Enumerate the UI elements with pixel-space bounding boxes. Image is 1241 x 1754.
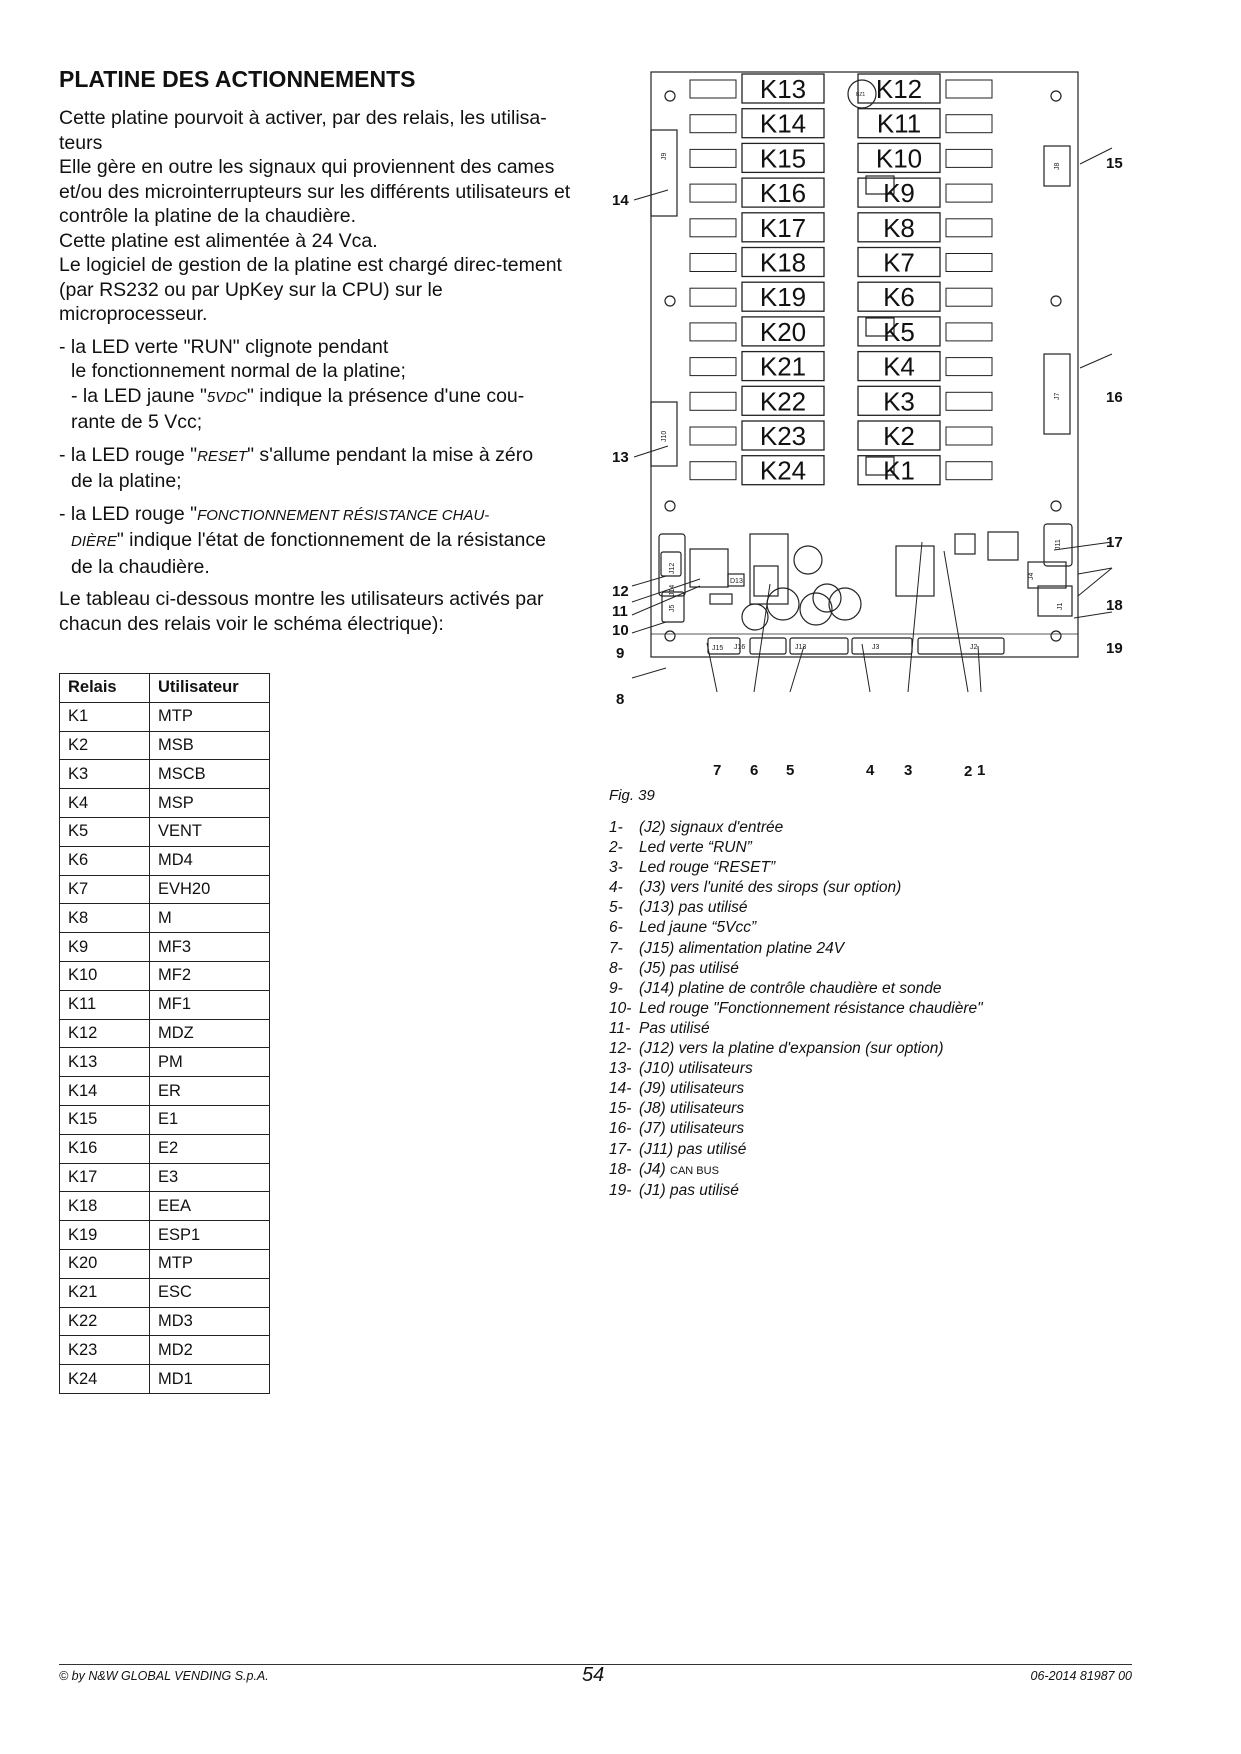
callout-14: 14 (612, 192, 629, 209)
relay-cell: K5 (60, 817, 150, 846)
component-label: BZ1 (856, 92, 866, 98)
table-row (60, 961, 270, 990)
relay-component (690, 80, 736, 98)
legend-text: Led jaune “5Vcc” (639, 919, 757, 937)
legend-item (609, 878, 983, 898)
user-cell: E2 (150, 1134, 270, 1163)
legend-text: (J4) (639, 1160, 666, 1178)
legend-text: (J1) pas utilisé (639, 1181, 739, 1199)
relay-component (690, 184, 736, 202)
callout-15: 15 (1106, 155, 1123, 172)
bullet-boiler-led: - la LED rouge "FONCTIONNEMENT RÉSISTANCE CHAU- (59, 502, 490, 525)
user-cell: MTP (150, 1249, 270, 1278)
relay-label: K14 (759, 108, 807, 139)
callout-2: 2 (964, 763, 973, 780)
legend-number: 17- (609, 1140, 632, 1158)
legend-text: (J12) vers la platine d'expansion (sur option) (639, 1040, 944, 1058)
table-row (60, 1249, 270, 1278)
connector-label: J5 (669, 604, 676, 612)
callout-6: 6 (750, 762, 759, 779)
table-row (60, 1134, 270, 1163)
relay-label: K22 (759, 386, 807, 417)
page-number: 54 (582, 1664, 605, 1686)
legend-text: (J13) pas utilisé (639, 899, 748, 917)
user-cell: VENT (150, 817, 270, 846)
board-diagram (600, 64, 1123, 780)
relay-component (690, 288, 736, 306)
table-row (60, 846, 270, 875)
legend-item (609, 1181, 983, 1201)
user-cell: M (150, 904, 270, 933)
legend-text: (J3) vers l'unité des sirops (sur option) (639, 879, 902, 897)
callout-10: 10 (612, 622, 629, 639)
legend-number: 19- (609, 1181, 632, 1199)
legend-text: (J14) platine de contrôle chaudière et sonde (639, 979, 942, 997)
component-label: D13 (730, 578, 743, 585)
connector-label: J13 (795, 644, 807, 651)
legend-item (609, 1099, 983, 1119)
legend-number: 9- (609, 979, 623, 997)
connector-label: J10 (661, 430, 668, 442)
page-title: PLATINE DES ACTIONNEMENTS (59, 66, 416, 92)
table-row (60, 1192, 270, 1221)
connector-label: J4 (1028, 572, 1035, 580)
table-row (60, 760, 270, 789)
figure-caption: Fig. 39 (609, 787, 655, 804)
callout-7: 7 (713, 762, 722, 779)
table-row (60, 1365, 270, 1394)
relay-component (946, 254, 992, 272)
callout-1: 1 (977, 762, 986, 779)
user-cell: MD4 (150, 846, 270, 875)
relay-label: K4 (883, 351, 915, 382)
relay-component (946, 462, 992, 480)
connector-label: J7 (1054, 392, 1061, 400)
relay-cell: K7 (60, 875, 150, 904)
relay-label: K3 (883, 386, 915, 417)
legend-number: 1- (609, 819, 623, 836)
connector-label: J16 (734, 644, 746, 651)
legend-number: 16- (609, 1120, 632, 1138)
user-cell: E3 (150, 1163, 270, 1192)
relay-cell: K1 (60, 702, 150, 731)
legend-item (609, 979, 983, 999)
relay-label: K18 (759, 247, 807, 278)
table-row (60, 1105, 270, 1134)
callout-4: 4 (866, 762, 875, 779)
relay-label: K2 (883, 421, 915, 451)
connector-label: J12 (669, 562, 676, 574)
user-cell: MF1 (150, 990, 270, 1019)
body-text (59, 106, 579, 636)
relay-label: K10 (875, 143, 923, 174)
table-header-row (60, 674, 270, 703)
relay-component (946, 427, 992, 445)
user-cell: PM (150, 1048, 270, 1077)
user-cell: ESP1 (150, 1221, 270, 1250)
relay-label: K19 (759, 282, 807, 313)
connector-label: J1 (1057, 602, 1064, 610)
relay-table (59, 673, 270, 1394)
relay-label: K5 (883, 316, 915, 347)
relay-cell: K12 (60, 1019, 150, 1048)
relay-cell: K18 (60, 1192, 150, 1221)
legend-text: (J15) alimentation platine 24V (639, 939, 845, 957)
legend-item (609, 999, 983, 1019)
relay-cell: K24 (60, 1365, 150, 1394)
legend-item (609, 1019, 983, 1039)
user-cell: MSP (150, 789, 270, 818)
relay-label: K21 (759, 351, 807, 382)
relay-label: K17 (759, 212, 807, 243)
relay-cell: K19 (60, 1221, 150, 1250)
relay-label: K7 (883, 247, 915, 278)
legend-text: (J5) pas utilisé (639, 959, 739, 977)
relay-cell: K20 (60, 1249, 150, 1278)
relay-component (946, 323, 992, 341)
callout-12: 12 (612, 583, 629, 600)
legend-item (609, 1039, 983, 1059)
user-cell: MF2 (150, 961, 270, 990)
user-cell: MTP (150, 702, 270, 731)
relay-cell: K23 (60, 1336, 150, 1365)
relay-component (946, 392, 992, 410)
legend-text: (J10) utilisateurs (639, 1060, 753, 1078)
legend-item (609, 1079, 983, 1099)
relay-label: K9 (883, 178, 915, 209)
connector-label: J11 (1055, 539, 1062, 550)
legend-text: Led verte “RUN” (639, 839, 752, 857)
relay-cell: K21 (60, 1278, 150, 1307)
relay-component (690, 115, 736, 133)
legend-number: 12- (609, 1040, 632, 1058)
relay-component (946, 358, 992, 376)
legend-number: 10- (609, 999, 632, 1017)
legend-text: (J8) utilisateurs (639, 1100, 745, 1118)
table-row (60, 817, 270, 846)
legend-number: 2- (609, 839, 623, 857)
legend-item (609, 818, 983, 838)
relay-component (690, 427, 736, 445)
legend-small: CAN BUS (670, 1164, 719, 1177)
callout-3: 3 (904, 762, 913, 779)
legend-number: 8- (609, 959, 623, 977)
connector-label: J2 (970, 644, 978, 651)
bullet-5vdc-led: - la LED jaune "5VDC" indique la présence d'une cou- (71, 384, 525, 407)
relay-cell: K11 (60, 990, 150, 1019)
relay-component (690, 149, 736, 167)
table-row (60, 875, 270, 904)
table-row (60, 702, 270, 731)
table-row (60, 1221, 270, 1250)
legend-number: 18- (609, 1160, 632, 1178)
legend-item (609, 939, 983, 959)
user-cell: MSB (150, 731, 270, 760)
legend-number: 15- (609, 1100, 632, 1118)
relay-component (690, 254, 736, 272)
relay-cell: K16 (60, 1134, 150, 1163)
user-cell: MD2 (150, 1336, 270, 1365)
footer-copyright: © by N&W GLOBAL VENDING S.p.A. (59, 1669, 269, 1683)
legend-number: 14- (609, 1080, 632, 1098)
bullet-boiler-led-cont: DIÈRE" indique l'état de fonctionnement de la résistance (71, 529, 546, 551)
relay-cell: K4 (60, 789, 150, 818)
relay-cell: K2 (60, 731, 150, 760)
relay-cell: K9 (60, 933, 150, 962)
user-cell: MD3 (150, 1307, 270, 1336)
user-cell: EVH20 (150, 875, 270, 904)
legend-number: 6- (609, 919, 623, 937)
relay-cell: K3 (60, 760, 150, 789)
table-row (60, 1019, 270, 1048)
paragraph: Elle gère en outre les signaux qui proviennent des cames et/ou des microinterrupteurs sur les différents utilisateurs et contrôle la platine de la chaudière. (59, 156, 571, 227)
bullet-run-led-cont: le fonctionnement normal de la platine; (71, 360, 406, 382)
legend-number: 7- (609, 939, 623, 957)
legend-number: 4- (609, 879, 623, 897)
legend-number: 3- (609, 859, 623, 877)
relay-label: K11 (876, 108, 922, 139)
callout-13: 13 (612, 449, 629, 466)
legend-item (609, 898, 983, 918)
legend-item (609, 1059, 983, 1079)
connector-label: J3 (872, 644, 880, 651)
callout-5: 5 (786, 762, 795, 779)
column-header: Utilisateur (150, 674, 270, 703)
relay-cell: K17 (60, 1163, 150, 1192)
relay-label: K13 (759, 74, 807, 104)
legend-text: (J9) utilisateurs (639, 1080, 745, 1098)
paragraph: Cette platine est alimentée à 24 Vca. (59, 229, 378, 252)
table-row (60, 933, 270, 962)
paragraph: Cette platine pourvoit à activer, par des relais, les utilisa-teurs (59, 107, 547, 154)
user-cell: MD1 (150, 1365, 270, 1394)
callout-17: 17 (1106, 534, 1123, 551)
table-row (60, 1048, 270, 1077)
relay-label: K1 (883, 455, 915, 486)
relay-component (946, 80, 992, 98)
table-row (60, 1278, 270, 1307)
relay-cell: K22 (60, 1307, 150, 1336)
legend-item (609, 959, 983, 979)
relay-label: K16 (759, 178, 807, 209)
table-row (60, 1163, 270, 1192)
table-row (60, 1336, 270, 1365)
paragraph: Le tableau ci-dessous montre les utilisateurs activés par chacun des relais voir le schéma électrique): (59, 588, 544, 635)
user-cell: MDZ (150, 1019, 270, 1048)
legend-number: 5- (609, 899, 623, 917)
relay-cell: K6 (60, 846, 150, 875)
relay-component (946, 184, 992, 202)
callout-8: 8 (616, 691, 625, 708)
relay-component (690, 358, 736, 376)
column-header: Relais (60, 674, 150, 703)
relay-label: K24 (759, 455, 807, 486)
bullet-reset-led: - la LED rouge "RESET" s'allume pendant la mise à zéro (59, 443, 534, 466)
relay-label: K23 (759, 421, 807, 451)
relay-label: K20 (759, 316, 807, 347)
connector-label: J8 (1054, 162, 1061, 170)
bullet-boiler-led-cont2: de la chaudière. (71, 555, 210, 578)
relay-component (946, 149, 992, 167)
legend-number: 11- (609, 1019, 631, 1037)
legend-item (609, 1140, 983, 1160)
relay-component (946, 219, 992, 237)
connector-label: J9 (661, 152, 668, 160)
callout-18: 18 (1106, 597, 1123, 614)
user-cell: MF3 (150, 933, 270, 962)
relay-cell: K13 (60, 1048, 150, 1077)
relay-label: K6 (883, 282, 915, 313)
legend-text: Led rouge “RESET” (639, 859, 776, 877)
table-row (60, 990, 270, 1019)
callout-16: 16 (1106, 389, 1123, 406)
user-cell: MSCB (150, 760, 270, 789)
table-row (60, 1307, 270, 1336)
user-cell: ER (150, 1077, 270, 1106)
user-cell: E1 (150, 1105, 270, 1134)
relay-component (946, 115, 992, 133)
table-row (60, 1077, 270, 1106)
legend-item (609, 858, 983, 878)
relay-component (690, 219, 736, 237)
relay-component (690, 323, 736, 341)
user-cell: ESC (150, 1278, 270, 1307)
table-row (60, 904, 270, 933)
paragraph: Le logiciel de gestion de la platine est chargé direc-tement (par RS232 ou par UpKey sur la CPU) sur le microprocesseur. (59, 254, 562, 325)
bullet-reset-led-cont: de la platine; (71, 470, 182, 492)
legend-item (609, 918, 983, 938)
footer-doc-code: 06-2014 81987 00 (1030, 1669, 1132, 1683)
relay-cell: K10 (60, 961, 150, 990)
relay-component (690, 392, 736, 410)
legend-text: (J7) utilisateurs (639, 1120, 745, 1138)
bullet-run-led: - la LED verte "RUN" clignote pendant (59, 335, 389, 358)
table-row (60, 731, 270, 760)
relay-component (946, 288, 992, 306)
user-cell: EEA (150, 1192, 270, 1221)
relay-label: K15 (759, 143, 807, 174)
relay-cell: K14 (60, 1077, 150, 1106)
table-row (60, 789, 270, 818)
legend-text: (J11) pas utilisé (639, 1140, 747, 1158)
legend-item (609, 1160, 983, 1181)
legend-number: 13- (609, 1060, 632, 1078)
legend-item (609, 838, 983, 858)
legend-text: Pas utilisé (639, 1019, 710, 1037)
figure-legend (609, 818, 983, 1201)
relay-label: K12 (875, 74, 923, 104)
bullet-5vdc-led-cont: rante de 5 Vcc; (71, 411, 203, 433)
legend-item (609, 1119, 983, 1139)
relay-label: K8 (883, 212, 915, 243)
connector-label: J15 (712, 645, 724, 652)
connector-label: J14 (669, 584, 676, 596)
callout-19: 19 (1106, 640, 1123, 657)
legend-text: Led rouge "Fonctionnement résistance chaudière" (639, 999, 983, 1017)
legend-text: (J2) signaux d'entrée (639, 819, 784, 836)
callout-9: 9 (616, 645, 625, 662)
relay-cell: K8 (60, 904, 150, 933)
callout-11: 11 (612, 603, 628, 620)
relay-cell: K15 (60, 1105, 150, 1134)
relay-component (690, 462, 736, 480)
